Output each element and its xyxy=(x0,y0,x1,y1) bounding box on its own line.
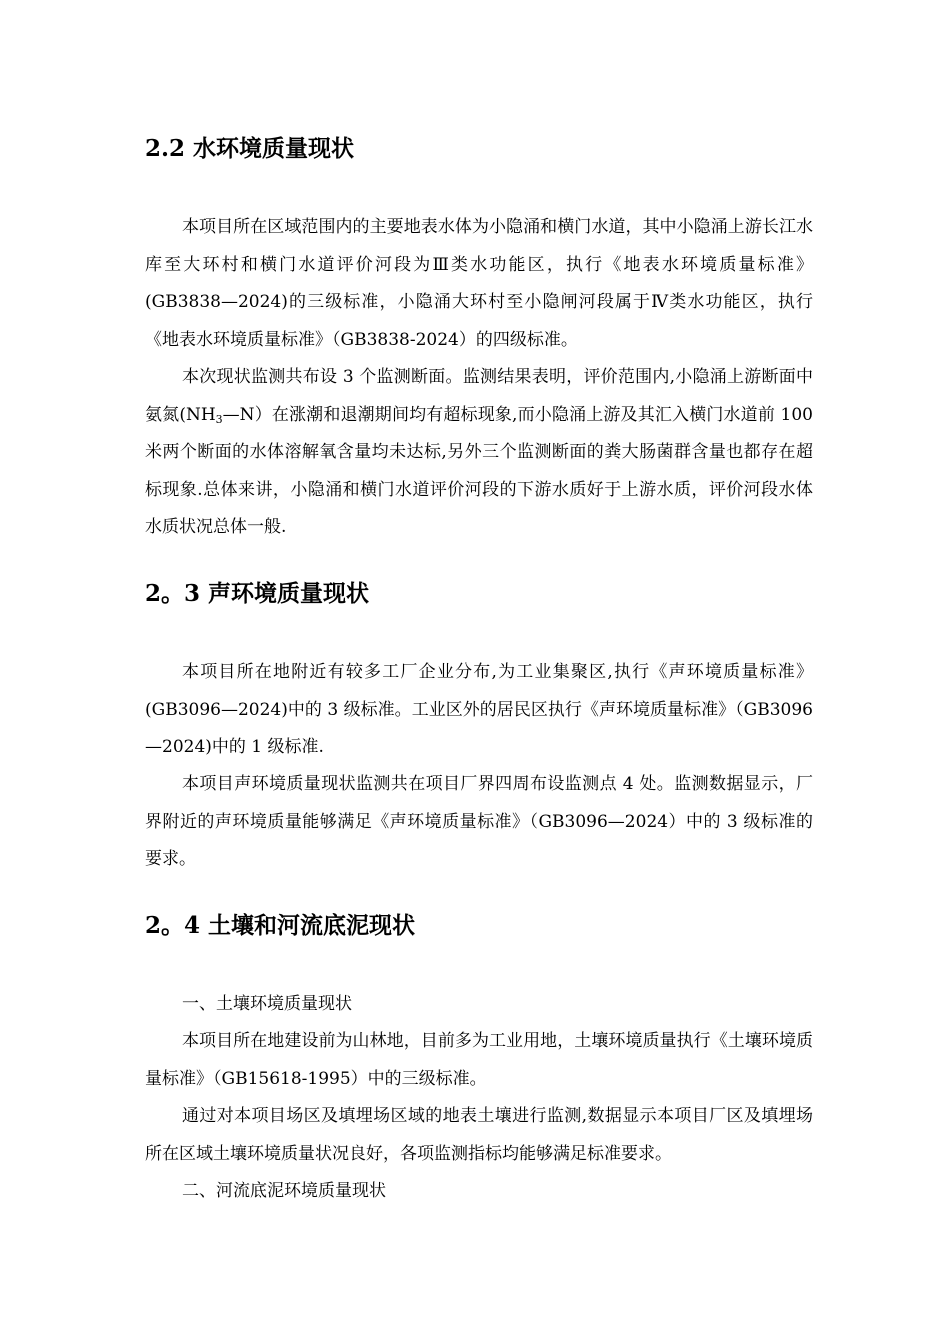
paragraph-soil-1: 本项目所在地建设前为山林地，目前多为工业用地，土壤环境质量执行《土壤环境质量标准》（GB15618-1995）中的三级标准。 xyxy=(145,1031,813,1089)
paragraph-water-1: 本项目所在区域范围内的主要地表水体为小隐涌和横门水道，其中小隐涌上游长江水库至大环村和横门水道评价河段为Ⅲ类水功能区，执行《地表水环境质量标准》(GB3838—2024)的三级标准，小隐涌大环村至小隐闸河段属于Ⅳ类水功能区，执行《地表水环境质量标准》（GB3838-2024）的四级标准。 xyxy=(145,217,813,350)
subheading-soil-quality: 一、土壤环境质量现状 xyxy=(182,994,352,1014)
paragraph-noise-1: 本项目所在地附近有较多工厂企业分布,为工业集聚区,执行《声环境质量标准》(GB3096—2024)中的 3 级标准。工业区外的居民区执行《声环境质量标准》（GB3096—2024)中的 1 级标准. xyxy=(145,662,813,758)
paragraph-water-2 xyxy=(145,359,813,547)
paragraph-water-2-part2: —N）在涨潮和退潮期间均有超标现象,而小隐涌上游及其汇入横门水道前 100 米两个断面的水体溶解氧含量均未达标,另外三个监测断面的粪大肠菌群含量也都存在超标现象.总体来讲，小隐涌和横门水道评价河段的下游水质好于上游水质，评价河段水体水质状况总体一般. xyxy=(145,404,813,538)
section-heading-water: 2.2 水环境质量现状 xyxy=(145,135,355,162)
paragraph-soil-2: 通过对本项目场区及填埋场区域的地表土壤进行监测,数据显示本项目厂区及填埋场所在区域土壤环境质量状况良好，各项监测指标均能够满足标准要求。 xyxy=(145,1106,813,1164)
section-heading-noise: 2。3 声环境质量现状 xyxy=(145,580,370,607)
subscript-3: 3 xyxy=(215,412,223,426)
subheading-sediment-quality: 二、河流底泥环境质量现状 xyxy=(182,1181,386,1201)
paragraph-water-2-part1: 本次现状监测共布设 3 个监测断面。监测结果表明，评价范围内,小隐涌上游断面中氨氮(NH xyxy=(145,367,813,425)
paragraph-noise-2: 本项目声环境质量现状监测共在项目厂界四周布设监测点 4 处。监测数据显示，厂界附近的声环境质量能够满足《声环境质量标准》（GB3096—2024）中的 3 级标准的要求。 xyxy=(145,774,813,870)
section-heading-soil: 2。4 土壤和河流底泥现状 xyxy=(145,912,416,939)
